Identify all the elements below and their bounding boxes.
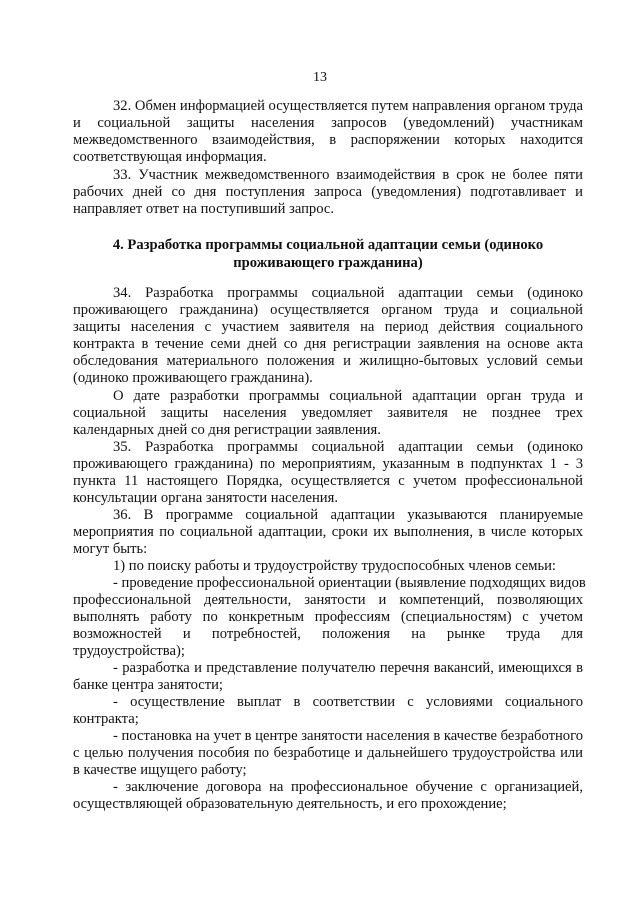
text-line: защиты населения с участием заявителя на период действия социального [73,319,583,335]
paragraph-35 [73,439,583,507]
bullet-career-guidance [73,575,586,660]
text-line: проживающего гражданина) осуществляется органом труда и социальной [73,302,583,318]
text-line: 35. Разработка программы социальной адаптации семьи (одиноко [113,439,583,455]
paragraph-32 [73,98,583,166]
text-line: направляет ответ на поступивший запрос. [73,201,334,217]
bullet-registration [73,728,583,779]
paragraph-34-notice [73,388,583,439]
heading-line: проживающего гражданина) [233,255,423,271]
text-line: контракта; [73,711,139,727]
text-line: - постановка на учет в центре занятости населения в качестве безработного [113,728,583,744]
text-line: - проведение профессиональной ориентации (выявление подходящих видов [113,575,586,591]
text-line: 36. В программе социальной адаптации указываются планируемые [113,507,583,523]
text-line: консультации органа занятости населения. [73,490,338,506]
paragraph-36 [73,507,583,558]
text-line: банке центра занятости; [73,677,223,693]
text-line: проживающего гражданина) по мероприятиям, указанным в подпунктах 1 - 3 [73,456,583,472]
text-line: пункта 11 настоящего Порядка, осуществляется с учетом профессиональной [73,473,583,489]
text-line: - осуществление выплат в соответствии с условиями социального [113,694,583,710]
heading-line: 4. Разработка программы социальной адаптации семьи (одиноко [112,237,544,253]
text-line: возможностей и потребностей, положения на рынке труда для [73,626,583,642]
paragraph-33 [73,167,583,218]
text-line: 33. Участник межведомственного взаимодействия в срок не более пяти [113,167,583,183]
bullet-training-contract [73,779,583,813]
text-line: выполнять работу по конкретным профессиям (специальностям) с учетом [73,609,583,625]
text-line: 1) по поиску работы и трудоустройству трудоспособных членов семьи: [113,558,556,574]
paragraph-34 [73,285,583,387]
text-line: (одиноко проживающего гражданина). [73,370,313,386]
section-heading [73,236,583,272]
text-line: межведомственного взаимодействия, в распоряжении которых находится [73,132,583,148]
text-line: 34. Разработка программы социальной адаптации семьи (одиноко [113,285,583,301]
text-line: рабочих дней со дня поступления запроса (уведомления) подготавливает и [73,184,583,200]
text-line: осуществляющей образовательную деятельность, и его прохождение; [73,796,507,812]
text-line: 32. Обмен информацией осуществляется путем направления органом труда [113,98,583,114]
text-line: соответствующая информация. [73,149,267,165]
text-line: - разработка и представление получателю перечня вакансий, имеющихся в [113,660,583,676]
text-line: О дате разработки программы социальной адаптации орган труда и [113,388,583,404]
bullet-payments [73,694,583,728]
page-number: 13 [313,70,327,85]
text-line: в качестве ищущего работу; [73,762,247,778]
text-line: с целью получения пособия по безработице и дальнейшего трудоустройства или [73,745,583,761]
text-line: мероприятия по социальной адаптации, сроки их выполнения, в числе которых [73,524,583,540]
bullet-vacancies [73,660,583,694]
text-line: профессиональной деятельности, занятости и компетенций, позволяющих [73,592,583,608]
text-line: календарных дней со дня регистрации заявления. [73,422,381,438]
text-line: обследования материального положения и жилищно-бытовых условий семьи [73,353,583,369]
list-item-1 [73,558,583,575]
text-line: - заключение договора на профессиональное обучение с организацией, [113,779,583,795]
text-line: могут быть: [73,541,148,557]
text-line: и социальной защиты населения запросов (уведомлений) участникам [73,115,583,131]
text-line: трудоустройства); [73,643,185,659]
text-line: контракта в течение семи дней со дня регистрации заявления на основе акта [73,336,583,352]
text-line: социальной защиты населения уведомляет заявителя не позднее трех [73,405,583,421]
